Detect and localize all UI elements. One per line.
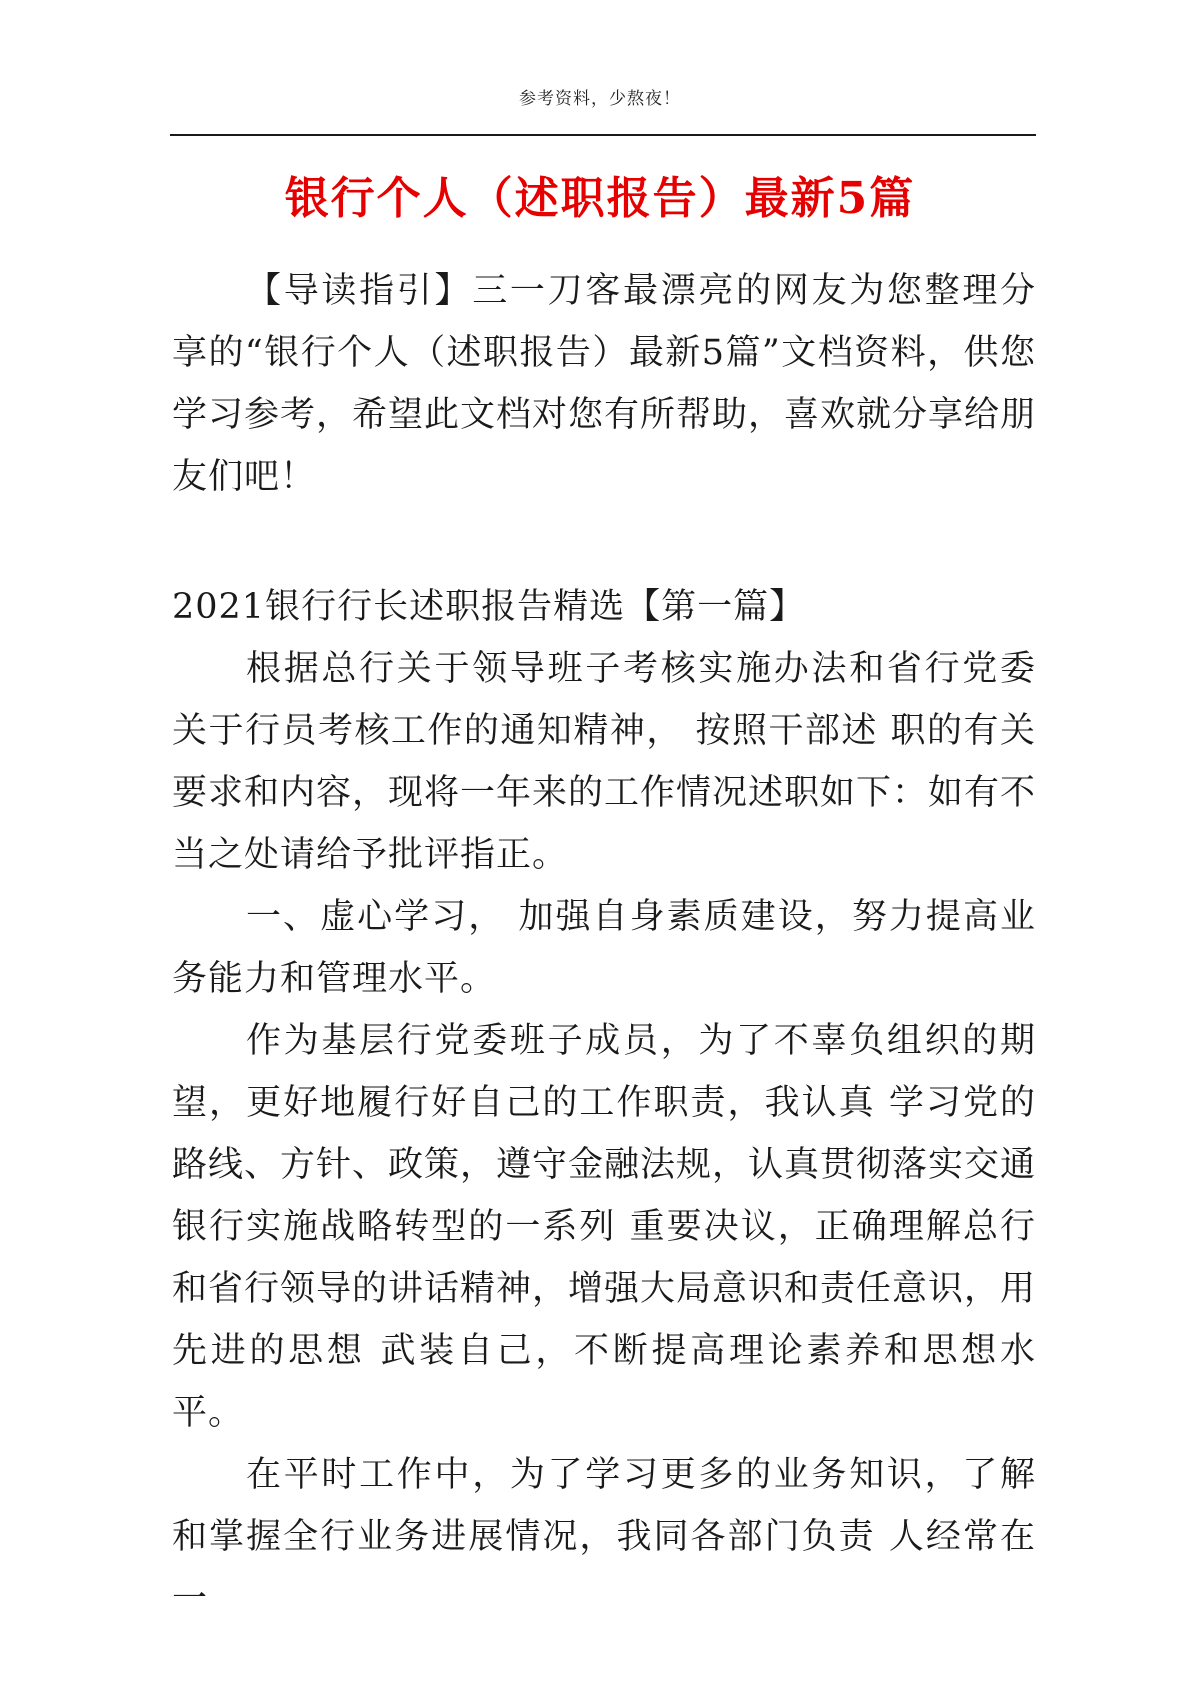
body-paragraph: 一、虚心学习， 加强自身素质建设，努力提高业务能力和管理水平。 bbox=[172, 897, 1036, 999]
header-note: 参考资料，少熬夜！ bbox=[519, 89, 681, 109]
body-paragraph: 作为基层行党委班子成员，为了不辜负组织的期望，更好地履行好自己的工作职责，我认真 学习党的路线、方针、政策，遵守金融法规，认真贯彻落实交通银行实施战略转型的一系列 重要决议，正确理解总行和省行领导的讲话精神，增强大局意识和责任意识，用先进的思想 武装自己，不断提高理论素养和思想水平。 bbox=[172, 1021, 1037, 1433]
header-divider bbox=[170, 134, 1036, 136]
section-heading: 2021银行行长述职报告精选【第一篇】 bbox=[172, 587, 806, 627]
body-content bbox=[172, 638, 1036, 1630]
document-title: 银行个人（述职报告）最新5篇 bbox=[284, 173, 916, 225]
intro-paragraph: 【导读指引】三一刀客最漂亮的网友为您整理分享的“银行个人（述职报告）最新5篇”文档资料，供您学习参考，希望此文档对您有所帮助，喜欢就分享给朋友们吧！ bbox=[172, 271, 1037, 497]
body-paragraph: 在平时工作中，为了学习更多的业务知识，了解和掌握全行业务进展情况，我同各部门负责 人经常在一 bbox=[172, 1455, 1036, 1619]
body-paragraph: 根据总行关于领导班子考核实施办法和省行党委关于行员考核工作的通知精神， 按照干部述 职的有关要求和内容，现将一年来的工作情况述职如下：如有不当之处请给予批评指正。 bbox=[172, 649, 1037, 875]
